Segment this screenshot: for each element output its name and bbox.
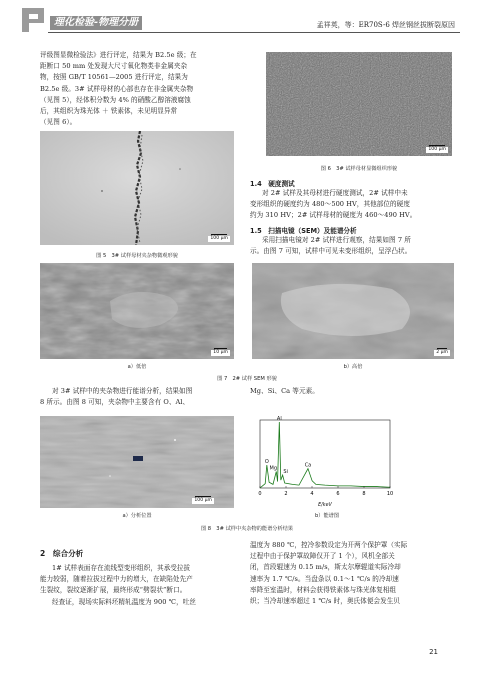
intro-line: 物，按照 GB/T 10561—2005 进行评定，结果为	[40, 73, 188, 82]
eds-peak-label-o: O	[264, 459, 269, 466]
fig8a-sem-image	[40, 416, 234, 508]
fig8b-eds-spectrum	[250, 414, 400, 510]
intro-line: 后，其组织为珠光体 ＋ 铁素体，未见明显异常	[40, 107, 178, 116]
eds-x-tick-label: 0	[258, 491, 262, 497]
header-rule	[48, 32, 460, 33]
eds-x-tick-label: 8	[362, 491, 366, 497]
journal-name: 理化检验-物理分册	[50, 16, 142, 30]
intro-line: B2.5e 级。3# 试样母材的心部也存在非金属夹杂物	[40, 84, 194, 93]
fig6-micrograph	[266, 52, 452, 156]
section-2-line: 织；当冷却速率超过 1 ℃/s 时，奥氏体便会发生贝	[250, 597, 401, 606]
intro-line: 距断口 50 mm 处发现大尺寸氧化物类非金属夹杂	[40, 62, 188, 71]
fig7b-sem-high	[252, 263, 454, 359]
intro-line: （见图 6）。	[40, 118, 77, 127]
journal-logo-icon	[22, 8, 46, 32]
intro-line: 评级图显微检验法》进行评定，结果为 B2.5e 级；在	[40, 51, 197, 59]
section-1-4-line: 约为 310 HV；2# 试样母材的硬度为 460～490 HV。	[250, 211, 417, 220]
running-title: 孟祥英，等：ER70S-6 焊丝钢丝拔断裂原因	[316, 21, 455, 29]
section-2-left	[40, 563, 236, 608]
eds-peak-label-al: Al	[276, 416, 282, 422]
section-1-5-line: 采用扫描电镜对 2# 试样进行观察，结果如图 7 所	[262, 236, 411, 244]
fig6-caption: 图 6 3# 试样母材显微组织形貌	[320, 166, 398, 172]
section-1-5-line: 示。由图 7 可知，试样中可见未变形组织，呈浮凸状。	[250, 247, 412, 256]
eds-peak-label-si: Si	[283, 469, 288, 476]
eds-x-tick-label: 2	[284, 491, 288, 497]
eds-line: 对 3# 试样中的夹杂物进行能谱分析，结果如图	[52, 387, 193, 395]
section-1-4-heading: 1.4 硬度测试	[250, 180, 295, 188]
fig5-caption: 图 5 3# 试样母材夹杂物微观形貌	[96, 253, 178, 259]
fig6-microstructure-image	[266, 52, 452, 156]
fig7a-sem-image	[40, 263, 234, 359]
fig7b-label: b）高倍	[343, 364, 363, 370]
eds-x-axis-title: E/keV	[318, 503, 332, 508]
eds-paragraph-right: Mg、Si、Ca 等元素。	[250, 387, 319, 395]
section-2-line: 生裂纹，裂纹逐渐扩展，最终形成“劈裂状”断口。	[40, 586, 187, 595]
fig8a-label: a）分析位置	[122, 513, 152, 519]
fig8-caption: 图 8 3# 试样中夹杂物的能谱分析结果	[200, 526, 294, 532]
section-2-heading: 2 综合分析	[40, 549, 84, 558]
fig7-caption: 图 7 2# 试样 SEM 形貌	[217, 376, 277, 382]
eds-peak-label-mg: Mg	[269, 465, 278, 472]
fig7b-scale-bar: 2 μm	[436, 350, 448, 355]
section-1-4-paragraph	[250, 188, 454, 222]
section-2-line: 经查证，现场实际料坯精轧温度为 900 ℃，吐丝	[52, 597, 197, 606]
fig7b-sem-image	[252, 263, 454, 359]
section-2-line: 1# 试样表面存在流线型变形组织，其承受拉拔	[52, 564, 191, 572]
fig6-scale-bar: 100 μm	[428, 147, 446, 152]
section-1-5-paragraph	[250, 235, 454, 257]
page-number: 21	[429, 648, 438, 656]
fig7a-sem-low	[40, 263, 234, 359]
section-2-line: 率降至室温时，材料会获得铁素体与珠光体复相组	[250, 585, 397, 594]
section-2-line: 能力较弱，随着拉拔过程中力的增大，在缺陷处先产	[40, 575, 193, 584]
fig5-scale-bar: 100 μm	[210, 236, 228, 241]
eds-x-tick-label: 6	[336, 491, 340, 497]
eds-x-tick-label: 10	[386, 491, 394, 497]
section-2-line: 温度为 880 ℃，控冷参数设定为开两个保护罩（实际	[250, 541, 408, 549]
fig7a-scale-bar: 10 μm	[213, 350, 228, 355]
fig5-micrograph	[40, 131, 234, 245]
section-1-4-line: 对 2# 试样及其母材进行硬度测试，2# 试样中未	[262, 189, 408, 197]
fig7a-label: a）低倍	[127, 364, 147, 370]
section-1-4-line: 变形组织的硬度约为 480～500 HV，其他部位的硬度	[250, 200, 410, 209]
journal-logo	[22, 8, 46, 32]
fig8a-analysis-location	[40, 416, 234, 508]
eds-peak-label-ca: Ca	[304, 462, 312, 469]
section-2-line: 过程中由于保护罩故障仅开了 1 个），风机全部关	[250, 552, 395, 561]
fig8a-scale-bar: 100 μm	[194, 498, 212, 503]
section-2-line: 速率为 1.7 ℃/s。当盘条以 0.1～1 ℃/s 的冷却速	[250, 574, 399, 583]
eds-line: 8 所示。由图 8 可知，夹杂物中主要含有 O、Al、	[40, 398, 190, 407]
section-1-5-heading: 1.5 扫描电镜（SEM）及能谱分析	[250, 227, 357, 235]
eds-paragraph-left	[40, 386, 236, 408]
eds-spectrum-chart	[250, 414, 400, 510]
fig5-inclusion-image	[40, 131, 234, 245]
section-2-line: 闭，首段辊速为 0.15 m/s，斯太尔摩辊道实际冷却	[250, 563, 401, 572]
intro-line: （见图 5），经体积分数为 4% 的硝酸乙醇溶液腐蚀	[40, 95, 191, 104]
section-2-right	[250, 540, 454, 607]
intro-paragraph	[40, 50, 236, 128]
fig8b-label: b）能谱图	[314, 513, 340, 519]
eds-x-tick-label: 4	[310, 491, 314, 497]
